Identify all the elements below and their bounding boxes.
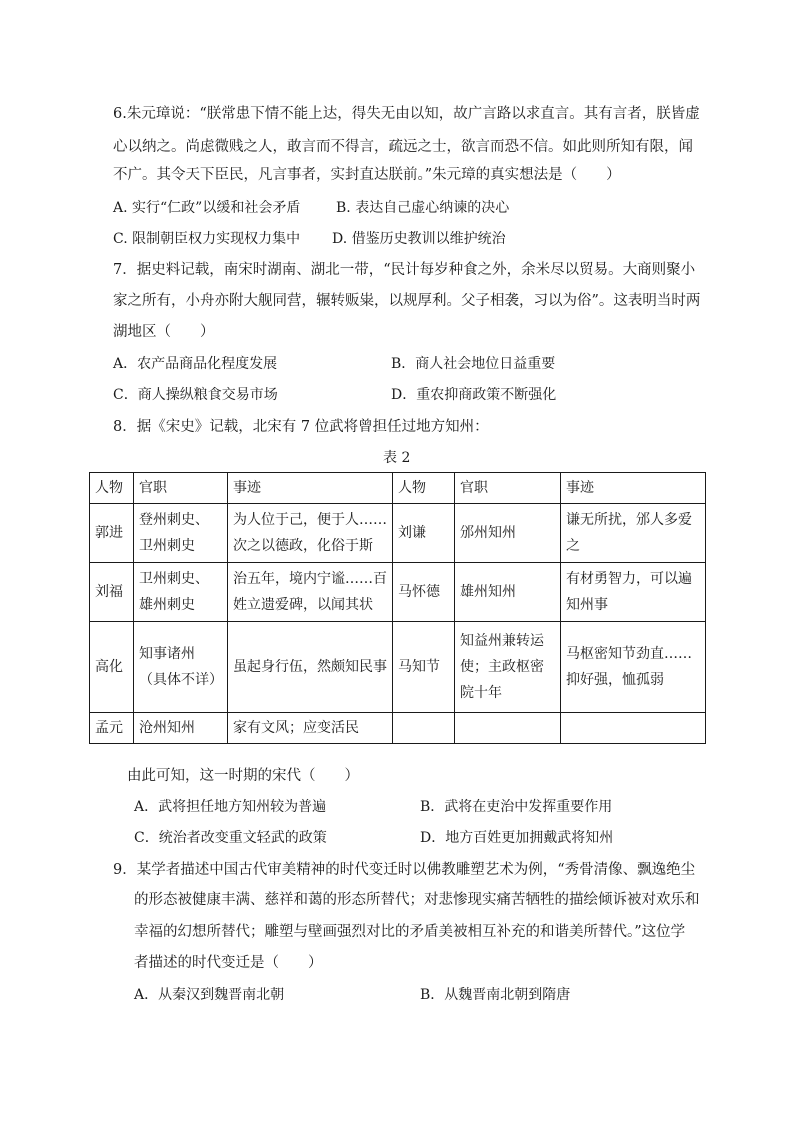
table-cell: 卫州刺史、雄州刺史 <box>134 563 228 622</box>
q7-stem-line2: 家之所有，小舟亦附大舰同营，辗转贩粜，以规厚利。父子相袭，习以为俗”。这表明当时两 <box>113 293 701 309</box>
table-cell: 高化 <box>90 622 134 713</box>
table-cell: 有材勇智力，可以遍知州事 <box>561 563 706 622</box>
q7-option-c: C．商人操纵粮食交易市场 <box>113 387 278 403</box>
q9-stem-line3: 幸福的幻想所替代；雕塑与壁画强烈对比的矛盾美被相互补充的和谐美所替代。”这位学 <box>134 924 686 940</box>
table-caption: 表 2 <box>383 450 411 466</box>
generals-table <box>89 472 706 744</box>
header-cell: 人物 <box>393 473 455 504</box>
table-cell: 雄州知州 <box>455 563 561 622</box>
q9-stem-line1: 9．某学者描述中国古代审美精神的时代变迁时以佛教雕塑艺术为例，“秀骨清像、飘逸绝尘 <box>113 862 696 878</box>
q9-stem-line2: 的形态被健康丰满、慈祥和蔼的形态所替代；对悲惨现实痛苦牺牲的描绘倾诉被对欢乐和 <box>134 892 700 908</box>
table-cell: 邠州知州 <box>455 504 561 563</box>
q9-option-a: A．从秦汉到魏晋南北朝 <box>134 987 285 1003</box>
q6-stem-line3: 不广。其令天下臣民，凡言事者，实封直达朕前。”朱元璋的真实想法是（ ） <box>113 167 621 183</box>
q6-stem-line1: 6.朱元璋说：“朕常患下情不能上达，得失无由以知，故广言路以求直言。其有言者，朕皆虚 <box>113 106 700 122</box>
q8-option-d: D．地方百姓更加拥戴武将知州 <box>420 830 614 846</box>
table-cell: 虽起身行伍，然颇知民事 <box>228 622 393 713</box>
table-cell: 家有文风；应变活民 <box>228 713 393 744</box>
table-cell <box>561 713 706 744</box>
q7-option-d: D．重农抑商政策不断强化 <box>391 387 557 403</box>
q7-stem-line1: 7．据史料记载，南宋时湖南、湖北一带，“民计每岁种食之外，余米尽以贸易。大商则聚小 <box>113 262 696 278</box>
q7-option-b: B．商人社会地位日益重要 <box>391 356 556 372</box>
header-cell: 官职 <box>134 473 228 504</box>
q6-stem-line2: 心以纳之。尚虑微贱之人，敢言而不得言，疏远之士，欲言而恐不信。如此则所知有限，闻 <box>113 139 693 155</box>
table-cell: 郭进 <box>90 504 134 563</box>
table-cell: 沧州知州 <box>134 713 228 744</box>
table-cell: 刘谦 <box>393 504 455 563</box>
table-cell: 孟元 <box>90 713 134 744</box>
table-row <box>90 504 706 563</box>
table-cell: 马枢密知节劲直……抑好强，恤孤弱 <box>561 622 706 713</box>
q7-stem-line3: 湖地区（ ） <box>113 324 215 340</box>
q7-option-a: A．农产品商品化程度发展 <box>113 356 278 372</box>
table-cell: 马怀德 <box>393 563 455 622</box>
q8-option-b: B．武将在吏治中发挥重要作用 <box>420 799 613 815</box>
q8-option-c: C．统治者改变重文轻武的政策 <box>134 830 327 846</box>
table-cell: 马知节 <box>393 622 455 713</box>
q6-option-b: B. 表达自己虚心纳谏的决心 <box>336 200 510 216</box>
q8-option-a: A．武将担任地方知州较为普遍 <box>134 799 327 815</box>
header-cell: 官职 <box>455 473 561 504</box>
header-cell: 人物 <box>90 473 134 504</box>
table-cell: 知事诸州（具体不详） <box>134 622 228 713</box>
q9-option-b: B．从魏晋南北朝到隋唐 <box>420 987 571 1003</box>
table-row <box>90 563 706 622</box>
table-cell <box>455 713 561 744</box>
header-cell: 事迹 <box>561 473 706 504</box>
table-cell: 治五年，境内宁谧……百姓立遗爱碑，以闻其状 <box>228 563 393 622</box>
table-cell: 谦无所扰，邠人多爱之 <box>561 504 706 563</box>
table-header-row <box>90 473 706 504</box>
q9-stem-line4: 者描述的时代变迁是（ ） <box>134 955 323 971</box>
table-cell: 知益州兼转运使；主政枢密院十年 <box>455 622 561 713</box>
q6-option-d: D. 借鉴历史教训以维护统治 <box>332 231 506 247</box>
table-cell: 登州刺史、卫州刺史 <box>134 504 228 563</box>
table-cell: 刘福 <box>90 563 134 622</box>
table-cell: 为人位于己，便于人……次之以德政，化俗于斯 <box>228 504 393 563</box>
table-row <box>90 713 706 744</box>
table-cell <box>393 713 455 744</box>
q8-stem-line2: 由此可知，这一时期的宋代（ ） <box>127 768 359 784</box>
q6-option-a: A. 实行“仁政”以缓和社会矛盾 <box>113 200 301 216</box>
q8-stem-line1: 8．据《宋史》记载，北宋有 7 位武将曾担任过地方知州： <box>113 419 489 435</box>
table-row <box>90 622 706 713</box>
header-cell: 事迹 <box>228 473 393 504</box>
q6-option-c: C. 限制朝臣权力实现权力集中 <box>113 231 301 247</box>
